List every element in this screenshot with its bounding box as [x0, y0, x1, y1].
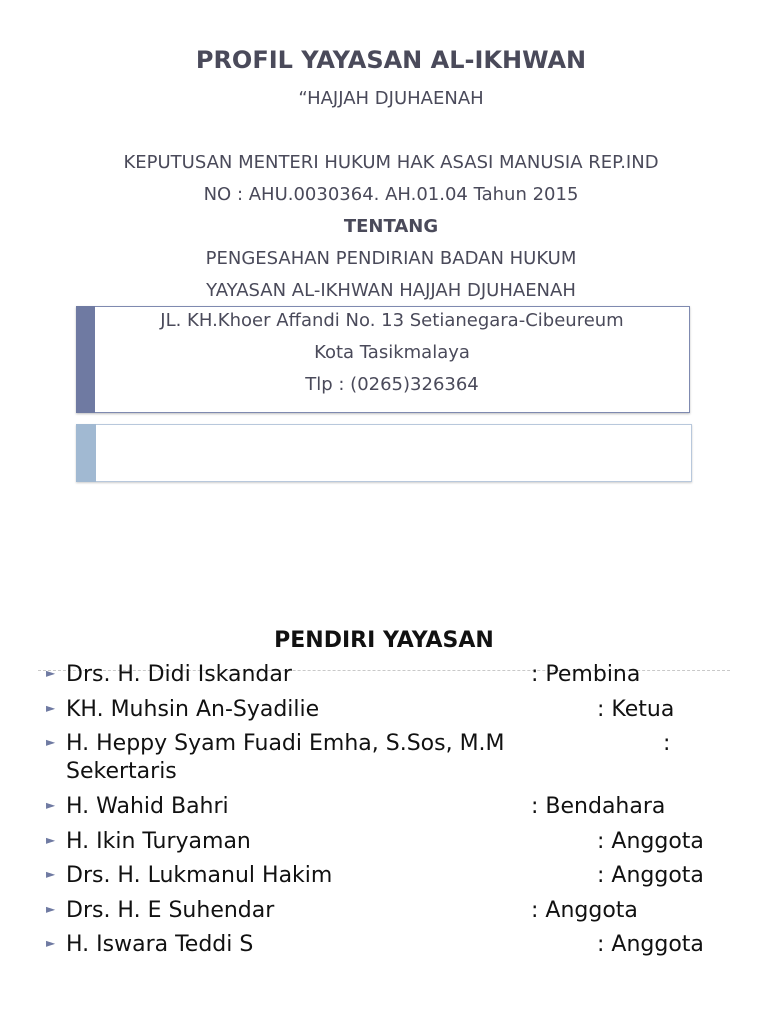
triangle-right-icon: ► — [46, 735, 56, 749]
list-item — [0, 790, 768, 825]
triangle-right-icon: ► — [46, 832, 56, 847]
member-role: : Bendahara — [531, 794, 666, 819]
member-name: KH. Muhsin An-Syadilie — [66, 696, 320, 722]
empty-box-accent-bar — [76, 424, 96, 482]
triangle-right-icon: ► — [46, 700, 56, 715]
pengesahan-line-1: PENGESAHAN PENDIRIAN BADAN HUKUM — [205, 248, 577, 269]
list-item — [0, 825, 768, 860]
member-role: : Pembina — [531, 662, 641, 687]
member-role: Sekertaris — [66, 759, 177, 784]
member-name: H. Heppy Syam Fuadi Emha, S.Sos, M.M — [66, 731, 505, 756]
list-item — [0, 859, 768, 894]
list-item — [0, 658, 768, 693]
member-name: H. Wahid Bahri — [66, 794, 229, 819]
triangle-right-icon: ► — [46, 901, 56, 916]
member-role: : Anggota — [597, 932, 704, 957]
member-name: Drs. H. Didi Iskandar — [66, 662, 292, 687]
address-box — [76, 306, 690, 413]
empty-content-box — [76, 424, 692, 482]
decree-text-block — [0, 83, 768, 307]
address-text — [95, 305, 689, 401]
founders-heading: PENDIRI YAYASAN — [274, 628, 494, 653]
address-city: Kota Tasikmalaya — [314, 342, 470, 363]
list-item — [0, 693, 768, 728]
founders-list — [0, 658, 768, 963]
list-item — [0, 894, 768, 929]
triangle-right-icon: ► — [46, 867, 56, 881]
triangle-right-icon: ► — [46, 798, 56, 812]
member-name: H. Ikin Turyaman — [66, 828, 251, 854]
member-role: : Anggota — [531, 897, 638, 923]
member-name: H. Iswara Teddi S — [66, 932, 254, 957]
address-street: JL. KH.Khoer Affandi No. 13 Setianegara-Cibeureum — [160, 310, 624, 331]
list-item — [0, 727, 768, 790]
member-role: : Anggota — [597, 863, 704, 888]
member-role: : Anggota — [597, 828, 704, 854]
decree-line-1: KEPUTUSAN MENTERI HUKUM HAK ASASI MANUSIA REP.IND — [123, 152, 659, 173]
subtitle: “HAJJAH DJUHAENAH — [298, 88, 484, 109]
decree-line-2: NO : AHU.0030364. AH.01.04 Tahun 2015 — [203, 184, 579, 205]
member-role: : Ketua — [597, 696, 675, 722]
member-name: Drs. H. Lukmanul Hakim — [66, 863, 333, 888]
address-accent-bar — [76, 306, 95, 413]
member-role-colon: : — [663, 731, 671, 756]
spacer — [0, 115, 768, 147]
pengesahan-line-2: YAYASAN AL-IKHWAN HAJJAH DJUHAENAH — [206, 280, 576, 301]
page-title: PROFIL YAYASAN AL-IKHWAN — [195, 46, 587, 74]
address-phone: Tlp : (0265)326364 — [305, 374, 479, 395]
slide-founders — [0, 512, 768, 1024]
tentang-heading: TENTANG — [343, 216, 439, 237]
triangle-right-icon: ► — [46, 666, 56, 680]
member-name: Drs. H. E Suhendar — [66, 897, 275, 923]
triangle-right-icon: ► — [46, 936, 56, 950]
list-item — [0, 928, 768, 963]
